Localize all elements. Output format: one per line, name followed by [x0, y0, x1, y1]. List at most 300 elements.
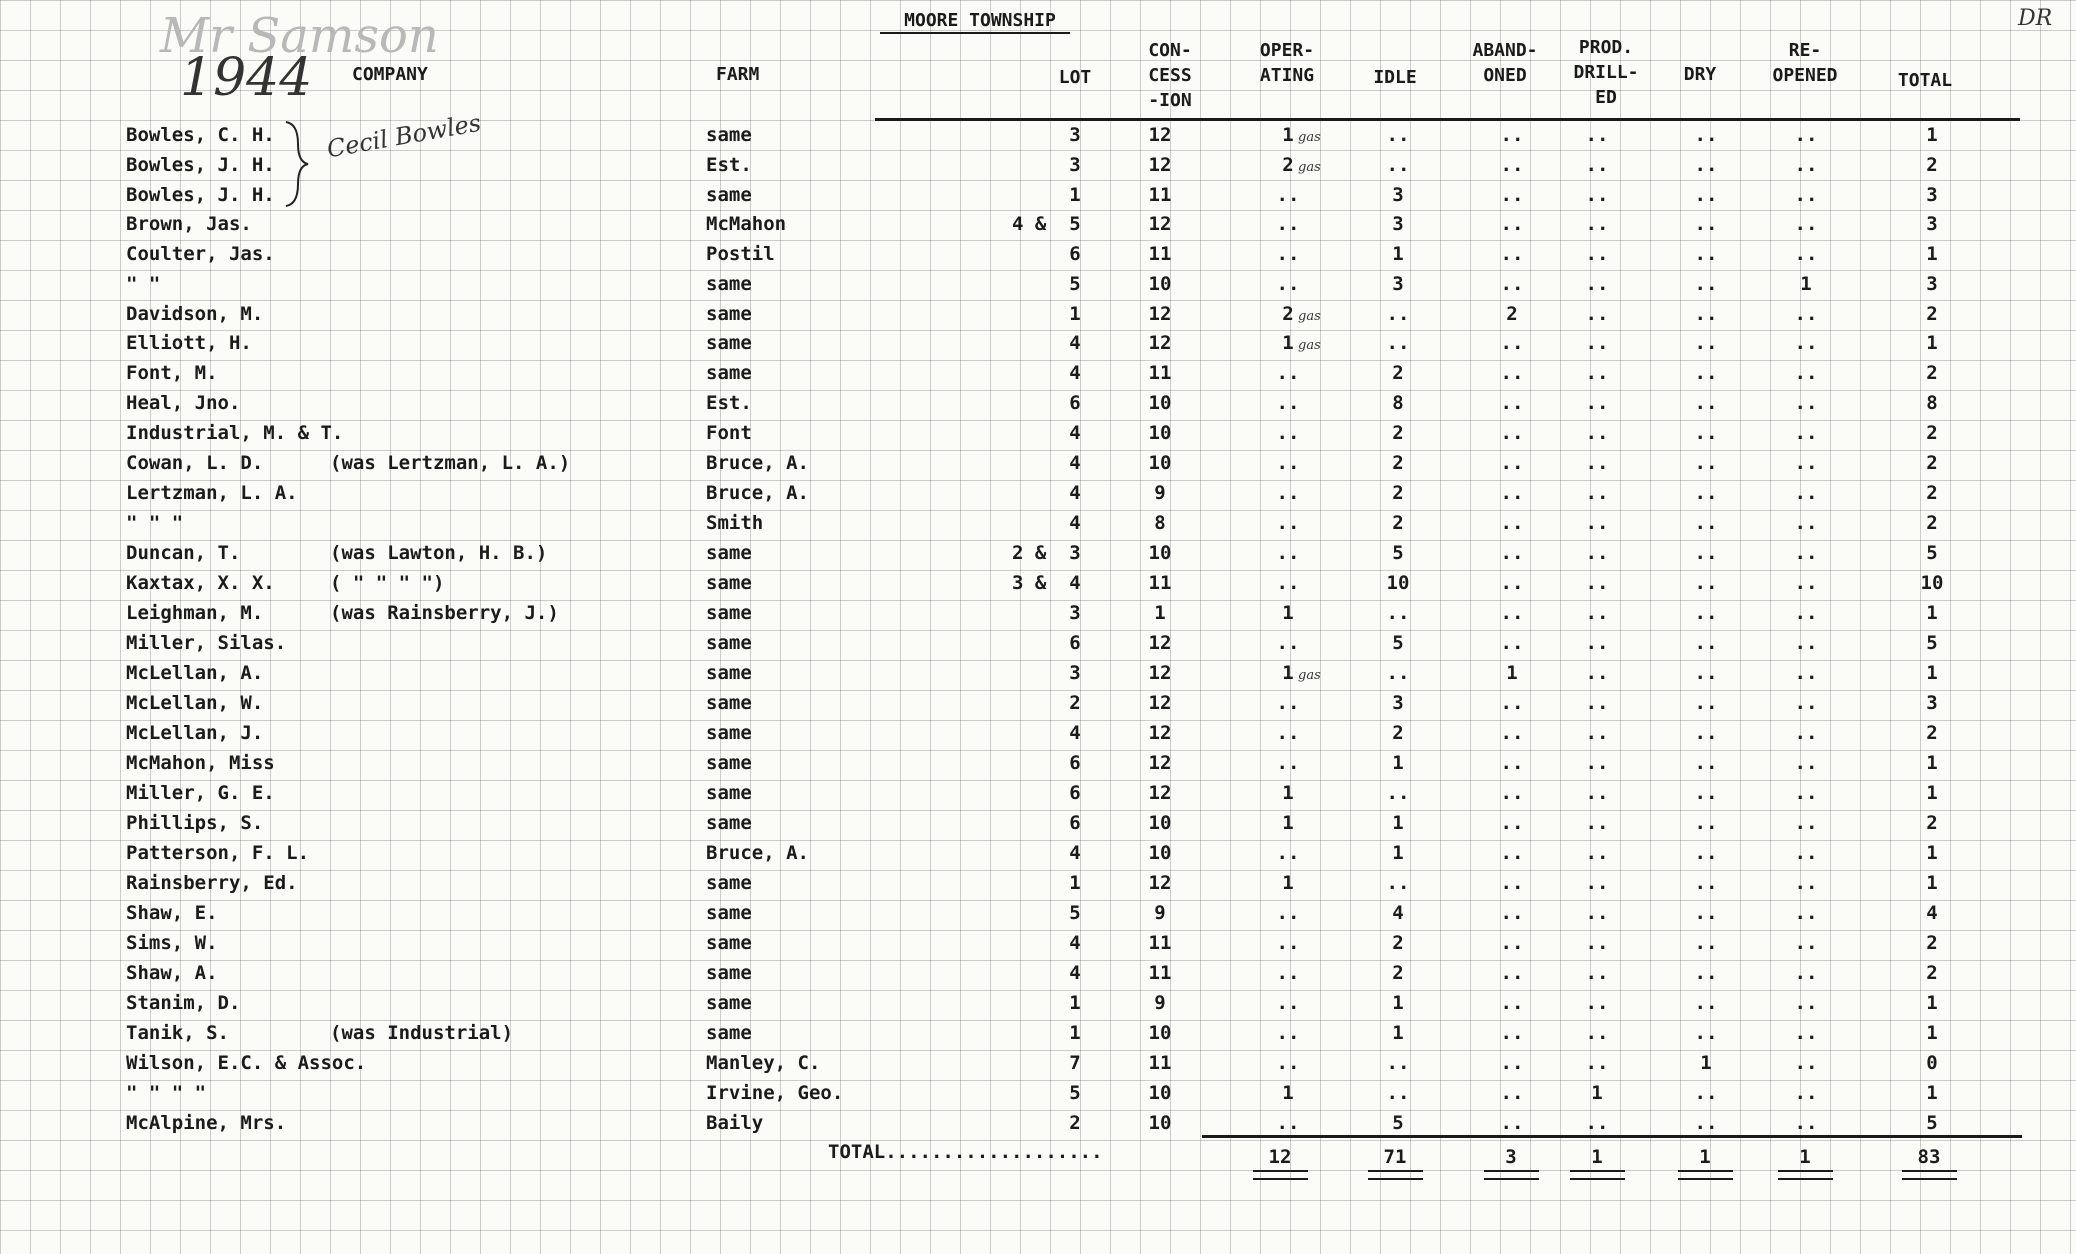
idle-cell: 2 [1392, 932, 1404, 954]
prod-cell: .. [1585, 184, 1609, 206]
abandoned-cell: .. [1500, 392, 1524, 414]
dry-cell: .. [1694, 362, 1718, 384]
prod-cell: .. [1585, 962, 1609, 984]
table-row [0, 930, 2076, 960]
lot-cell: 6 [1069, 392, 1081, 414]
company-cell: " " " [126, 512, 184, 534]
dry-cell: .. [1694, 782, 1718, 804]
dry-cell: .. [1694, 752, 1718, 774]
table-row [0, 510, 2076, 540]
table-row [0, 301, 2076, 331]
reopened-cell: .. [1794, 154, 1818, 176]
reopened-cell: .. [1794, 842, 1818, 864]
total-prod-drilled: 1 [1591, 1146, 1603, 1168]
reopened-cell: .. [1794, 213, 1818, 235]
reopened-cell: .. [1794, 542, 1818, 564]
prod-cell: .. [1585, 422, 1609, 444]
farm-cell: same [706, 362, 752, 384]
lot-cell: 6 [1069, 243, 1081, 265]
table-row [0, 780, 2076, 810]
prod-cell: .. [1585, 902, 1609, 924]
double-underline [1570, 1170, 1625, 1180]
page-title: MOORE TOWNSHIP [904, 10, 1056, 31]
prod-cell: .. [1585, 662, 1609, 684]
total-reopened: 1 [1799, 1146, 1811, 1168]
table-row [0, 570, 2076, 600]
operating-cell: .. [1276, 1112, 1300, 1134]
farm-cell: Irvine, Geo. [706, 1082, 844, 1104]
abandoned-cell: .. [1500, 124, 1524, 146]
table-row [0, 211, 2076, 241]
idle-cell: 1 [1392, 992, 1404, 1014]
gas-annotation: gas [1298, 160, 1321, 175]
company-cell: Lertzman, L. A. [126, 482, 298, 504]
company-cell: Bowles, C. H. [126, 124, 275, 146]
total-cell: 2 [1926, 154, 1938, 176]
total-cell: 1 [1926, 662, 1938, 684]
gas-annotation: gas [1298, 309, 1321, 324]
lot-cell: 4 [1069, 452, 1081, 474]
table-row [0, 480, 2076, 510]
idle-cell: 1 [1392, 812, 1404, 834]
total-cell: 1 [1926, 872, 1938, 894]
lot-cell: 5 [1069, 902, 1081, 924]
abandoned-cell: .. [1500, 962, 1524, 984]
company-cell: Rainsberry, Ed. [126, 872, 298, 894]
reopened-cell: .. [1794, 482, 1818, 504]
prod-cell: .. [1585, 692, 1609, 714]
prod-cell: .. [1585, 812, 1609, 834]
idle-cell: 1 [1392, 752, 1404, 774]
idle-cell: 10 [1386, 572, 1410, 594]
con-cell: 12 [1148, 124, 1172, 146]
con-cell: 11 [1148, 362, 1172, 384]
reopened-cell: .. [1794, 332, 1818, 354]
prod-cell: .. [1585, 273, 1609, 295]
operating-cell: .. [1276, 452, 1300, 474]
con-cell: 12 [1148, 303, 1172, 325]
operating-cell: .. [1276, 273, 1300, 295]
idle-cell: 5 [1392, 1112, 1404, 1134]
company-cell: Miller, G. E. [126, 782, 275, 804]
total-cell: 2 [1926, 932, 1938, 954]
operating-cell: .. [1276, 692, 1300, 714]
farm-cell: Est. [706, 154, 752, 176]
dry-cell: .. [1694, 692, 1718, 714]
abandoned-cell: .. [1500, 902, 1524, 924]
farm-cell: same [706, 992, 752, 1014]
prod-cell: .. [1585, 452, 1609, 474]
farm-cell: Bruce, A. [706, 842, 809, 864]
prod-cell: .. [1585, 1022, 1609, 1044]
idle-cell: 8 [1392, 392, 1404, 414]
operating-cell: 1 [1282, 124, 1294, 146]
lot-cell: 5 [1069, 213, 1081, 235]
prod-cell: .. [1585, 542, 1609, 564]
double-underline [1484, 1170, 1539, 1180]
idle-cell: .. [1386, 1082, 1410, 1104]
lot-cell: 4 [1069, 722, 1081, 744]
reopened-cell: .. [1794, 782, 1818, 804]
abandoned-cell: .. [1500, 482, 1524, 504]
idle-cell: 2 [1392, 362, 1404, 384]
dry-cell: .. [1694, 1082, 1718, 1104]
con-cell: 10 [1148, 452, 1172, 474]
double-underline [1778, 1170, 1833, 1180]
prod-cell: .. [1585, 392, 1609, 414]
dry-cell: .. [1694, 213, 1718, 235]
lot-prefix-cell: 4 & [1012, 213, 1047, 235]
header-rule [875, 118, 2020, 121]
abandoned-cell: .. [1500, 243, 1524, 265]
con-cell: 9 [1154, 992, 1166, 1014]
reopened-cell: .. [1794, 362, 1818, 384]
header-abandoned: ABAND- ONED [1472, 40, 1538, 86]
reopened-cell: .. [1794, 124, 1818, 146]
con-cell: 10 [1148, 1082, 1172, 1104]
header-farm: FARM [716, 64, 760, 85]
table-row [0, 450, 2076, 480]
farm-cell: same [706, 273, 752, 295]
prod-cell: .. [1585, 154, 1609, 176]
idle-cell: .. [1386, 332, 1410, 354]
table-row [0, 660, 2076, 690]
farm-cell: Baily [706, 1112, 764, 1134]
table-row [0, 390, 2076, 420]
reopened-cell: .. [1794, 243, 1818, 265]
lot-cell: 4 [1069, 932, 1081, 954]
table-row [0, 600, 2076, 630]
total-cell: 2 [1926, 512, 1938, 534]
company-cell: Font, M. [126, 362, 218, 384]
total-cell: 1 [1926, 332, 1938, 354]
prod-cell: .. [1585, 722, 1609, 744]
total-cell: 2 [1926, 482, 1938, 504]
operating-cell: .. [1276, 1052, 1300, 1074]
operating-cell: .. [1276, 962, 1300, 984]
idle-cell: .. [1386, 602, 1410, 624]
lot-cell: 1 [1069, 872, 1081, 894]
total-cell: 0 [1926, 1052, 1938, 1074]
double-underline [1678, 1170, 1733, 1180]
con-cell: 11 [1148, 962, 1172, 984]
total-cell: 3 [1926, 692, 1938, 714]
total-cell: 1 [1926, 752, 1938, 774]
con-cell: 11 [1148, 1052, 1172, 1074]
farm-cell: same [706, 303, 752, 325]
farm-cell: same [706, 932, 752, 954]
gas-annotation: gas [1298, 130, 1321, 145]
reopened-cell: .. [1794, 872, 1818, 894]
lot-cell: 6 [1069, 812, 1081, 834]
company-cell: McLellan, W. [126, 692, 264, 714]
prod-cell: .. [1585, 512, 1609, 534]
lot-cell: 4 [1069, 422, 1081, 444]
farm-cell: same [706, 602, 752, 624]
total-cell: 5 [1926, 632, 1938, 654]
company-cell: Miller, Silas. [126, 632, 287, 654]
dry-cell: .. [1694, 842, 1718, 864]
reopened-cell: .. [1794, 992, 1818, 1014]
reopened-cell: .. [1794, 812, 1818, 834]
con-cell: 10 [1148, 842, 1172, 864]
dry-cell: .. [1694, 1112, 1718, 1134]
total-cell: 2 [1926, 422, 1938, 444]
prod-cell: .. [1585, 243, 1609, 265]
lot-cell: 5 [1069, 273, 1081, 295]
idle-cell: 2 [1392, 422, 1404, 444]
reopened-cell: .. [1794, 752, 1818, 774]
total-cell: 4 [1926, 902, 1938, 924]
total-cell: 1 [1926, 602, 1938, 624]
operating-cell: .. [1276, 422, 1300, 444]
total-cell: 5 [1926, 1112, 1938, 1134]
company-cell: Shaw, E. [126, 902, 218, 924]
idle-cell: 3 [1392, 273, 1404, 295]
operating-cell: .. [1276, 842, 1300, 864]
reopened-cell: 1 [1800, 273, 1812, 295]
dry-cell: .. [1694, 303, 1718, 325]
company-note-cell: (was Lertzman, L. A.) [330, 452, 571, 474]
company-cell: McLellan, A. [126, 662, 264, 684]
farm-cell: same [706, 722, 752, 744]
abandoned-cell: .. [1500, 602, 1524, 624]
idle-cell: 2 [1392, 722, 1404, 744]
farm-cell: same [706, 542, 752, 564]
dry-cell: .. [1694, 632, 1718, 654]
abandoned-cell: .. [1500, 273, 1524, 295]
abandoned-cell: .. [1500, 632, 1524, 654]
total-cell: 1 [1926, 124, 1938, 146]
company-cell: McAlpine, Mrs. [126, 1112, 287, 1134]
total-cell: 5 [1926, 542, 1938, 564]
lot-cell: 4 [1069, 362, 1081, 384]
company-cell: Patterson, F. L. [126, 842, 310, 864]
table-row [0, 1050, 2076, 1080]
con-cell: 12 [1148, 213, 1172, 235]
dry-cell: .. [1694, 184, 1718, 206]
company-note-cell: (was Lawton, H. B.) [330, 542, 548, 564]
farm-cell: same [706, 124, 752, 146]
reopened-cell: .. [1794, 452, 1818, 474]
dry-cell: .. [1694, 542, 1718, 564]
idle-cell: .. [1386, 303, 1410, 325]
total-cell: 2 [1926, 962, 1938, 984]
company-cell: Kaxtax, X. X. [126, 572, 275, 594]
lot-cell: 3 [1069, 124, 1081, 146]
reopened-cell: .. [1794, 422, 1818, 444]
lot-prefix-cell: 2 & [1012, 542, 1047, 564]
lot-cell: 4 [1069, 842, 1081, 864]
company-cell: Brown, Jas. [126, 213, 252, 235]
prod-cell: .. [1585, 1052, 1609, 1074]
total-cell: 2 [1926, 303, 1938, 325]
con-cell: 10 [1148, 812, 1172, 834]
company-note-cell: (was Industrial) [330, 1022, 514, 1044]
con-cell: 1 [1154, 602, 1166, 624]
total-cell: 2 [1926, 362, 1938, 384]
abandoned-cell: .. [1500, 1082, 1524, 1104]
table-row [0, 960, 2076, 990]
dry-cell: .. [1694, 902, 1718, 924]
dry-cell: .. [1694, 872, 1718, 894]
abandoned-cell: .. [1500, 542, 1524, 564]
company-cell: Shaw, A. [126, 962, 218, 984]
table-row [0, 122, 2076, 152]
con-cell: 11 [1148, 572, 1172, 594]
company-cell: Cowan, L. D. [126, 452, 264, 474]
lot-cell: 3 [1069, 662, 1081, 684]
lot-cell: 6 [1069, 632, 1081, 654]
farm-cell: same [706, 692, 752, 714]
prod-cell: .. [1585, 572, 1609, 594]
idle-cell: 5 [1392, 632, 1404, 654]
operating-cell: .. [1276, 1022, 1300, 1044]
con-cell: 11 [1148, 932, 1172, 954]
farm-cell: Font [706, 422, 752, 444]
abandoned-cell: .. [1500, 782, 1524, 804]
header-company: COMPANY [352, 64, 428, 85]
reopened-cell: .. [1794, 722, 1818, 744]
total-cell: 3 [1926, 273, 1938, 295]
reopened-cell: .. [1794, 303, 1818, 325]
company-cell: " " [126, 273, 161, 295]
table-row [0, 840, 2076, 870]
operating-cell: .. [1276, 572, 1300, 594]
dry-cell: .. [1694, 602, 1718, 624]
dry-cell: .. [1694, 332, 1718, 354]
abandoned-cell: .. [1500, 452, 1524, 474]
dry-cell: .. [1694, 392, 1718, 414]
abandoned-cell: .. [1500, 1022, 1524, 1044]
total-cell: 1 [1926, 1082, 1938, 1104]
operating-cell: .. [1276, 932, 1300, 954]
operating-cell: 1 [1282, 662, 1294, 684]
abandoned-cell: .. [1500, 1052, 1524, 1074]
company-cell: " " " " [126, 1082, 207, 1104]
con-cell: 11 [1148, 184, 1172, 206]
operating-cell: 1 [1282, 812, 1294, 834]
prod-cell: .. [1585, 124, 1609, 146]
prod-cell: .. [1585, 602, 1609, 624]
operating-cell: .. [1276, 542, 1300, 564]
con-cell: 12 [1148, 662, 1172, 684]
dry-cell: .. [1694, 572, 1718, 594]
header-prod-drilled: PROD. DRILL- ED [1573, 37, 1639, 108]
table-row [0, 152, 2076, 182]
abandoned-cell: .. [1500, 512, 1524, 534]
abandoned-cell: .. [1500, 992, 1524, 1014]
table-row [0, 540, 2076, 570]
abandoned-cell: .. [1500, 812, 1524, 834]
reopened-cell: .. [1794, 572, 1818, 594]
table-row [0, 900, 2076, 930]
idle-cell: 1 [1392, 243, 1404, 265]
table-row [0, 182, 2076, 212]
abandoned-cell: .. [1500, 572, 1524, 594]
total-cell: 10 [1920, 572, 1944, 594]
con-cell: 12 [1148, 722, 1172, 744]
reopened-cell: .. [1794, 902, 1818, 924]
total-abandoned: 3 [1505, 1146, 1517, 1168]
dry-cell: .. [1694, 932, 1718, 954]
table-row [0, 330, 2076, 360]
idle-cell: .. [1386, 154, 1410, 176]
operating-cell: .. [1276, 902, 1300, 924]
total-cell: 2 [1926, 812, 1938, 834]
operating-cell: 1 [1282, 332, 1294, 354]
company-cell: McLellan, J. [126, 722, 264, 744]
farm-cell: same [706, 184, 752, 206]
handwritten-faded-name: Mr Samson [160, 8, 439, 64]
operating-cell: 1 [1282, 602, 1294, 624]
operating-cell: 1 [1282, 1082, 1294, 1104]
reopened-cell: .. [1794, 1082, 1818, 1104]
lot-cell: 1 [1069, 184, 1081, 206]
lot-cell: 1 [1069, 992, 1081, 1014]
con-cell: 10 [1148, 542, 1172, 564]
idle-cell: 1 [1392, 842, 1404, 864]
lot-cell: 1 [1069, 303, 1081, 325]
operating-cell: .. [1276, 243, 1300, 265]
title-underline [880, 32, 1070, 34]
abandoned-cell: 1 [1506, 662, 1518, 684]
reopened-cell: .. [1794, 392, 1818, 414]
abandoned-cell: .. [1500, 422, 1524, 444]
table-row [0, 271, 2076, 301]
con-cell: 12 [1148, 872, 1172, 894]
idle-cell: 1 [1392, 1022, 1404, 1044]
lot-cell: 4 [1069, 962, 1081, 984]
abandoned-cell: .. [1500, 932, 1524, 954]
handwritten-year: 1944 [180, 48, 313, 108]
operating-cell: .. [1276, 512, 1300, 534]
idle-cell: 2 [1392, 962, 1404, 984]
abandoned-cell: .. [1500, 872, 1524, 894]
total-cell: 3 [1926, 213, 1938, 235]
farm-cell: same [706, 662, 752, 684]
company-cell: Stanim, D. [126, 992, 241, 1014]
idle-cell: .. [1386, 662, 1410, 684]
idle-cell: 2 [1392, 482, 1404, 504]
con-cell: 10 [1148, 422, 1172, 444]
reopened-cell: .. [1794, 1022, 1818, 1044]
dry-cell: .. [1694, 962, 1718, 984]
header-idle: IDLE [1373, 67, 1417, 88]
operating-cell: 2 [1282, 154, 1294, 176]
company-cell: Industrial, M. & T. [126, 422, 344, 444]
con-cell: 10 [1148, 392, 1172, 414]
total-cell: 2 [1926, 722, 1938, 744]
total-cell: 1 [1926, 992, 1938, 1014]
idle-cell: 5 [1392, 542, 1404, 564]
header-lot: LOT [1058, 67, 1092, 88]
company-cell: Bowles, J. H. [126, 184, 275, 206]
farm-cell: McMahon [706, 213, 787, 235]
abandoned-cell: .. [1500, 1112, 1524, 1134]
con-cell: 12 [1148, 332, 1172, 354]
idle-cell: 2 [1392, 452, 1404, 474]
company-note-cell: (was Rainsberry, J.) [330, 602, 559, 624]
con-cell: 9 [1154, 482, 1166, 504]
prod-cell: .. [1585, 482, 1609, 504]
operating-cell: 1 [1282, 872, 1294, 894]
idle-cell: 2 [1392, 512, 1404, 534]
reopened-cell: .. [1794, 932, 1818, 954]
handwritten-margin-note: Cecil Bowles [324, 108, 484, 164]
company-cell: Elliott, H. [126, 332, 252, 354]
con-cell: 12 [1148, 752, 1172, 774]
